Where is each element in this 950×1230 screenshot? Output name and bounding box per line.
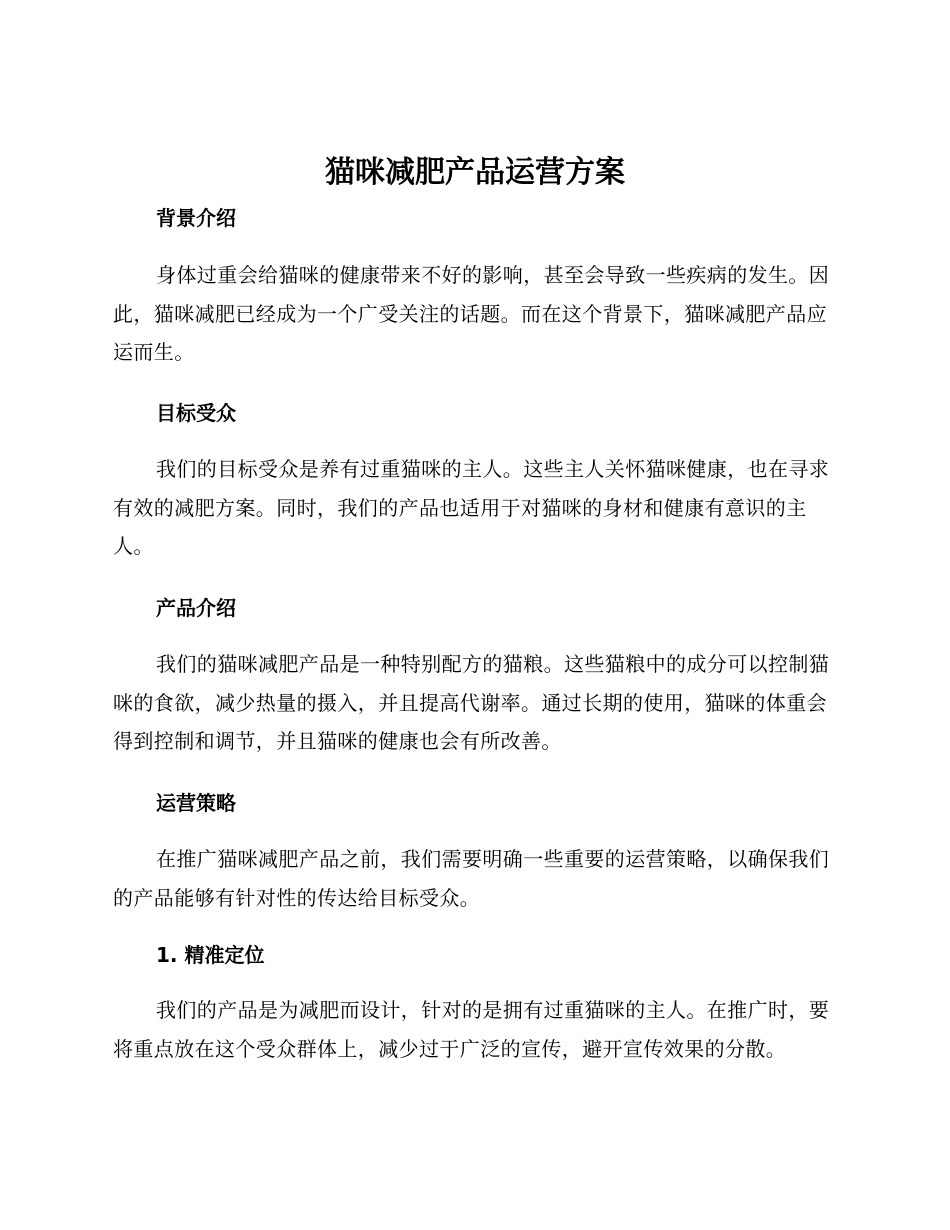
section-heading-positioning: 1. 精准定位 <box>156 943 265 967</box>
section-heading-background: 背景介绍 <box>156 206 236 230</box>
section-paragraph-audience: 我们的目标受众是养有过重猫咪的主人。这些主人关怀猫咪健康，也在寻求有效的减肥方案。同时，我们的产品也适用于对猫咪的身材和健康有意识的主人。 <box>113 457 830 558</box>
section-heading-product: 产品介绍 <box>156 596 236 620</box>
section-paragraph-background: 身体过重会给猫咪的健康带来不好的影响，甚至会导致一些疾病的发生。因此，猫咪减肥已经成为一个广受关注的话题。而在这个背景下，猫咪减肥产品应运而生。 <box>113 263 830 364</box>
section-heading-audience: 目标受众 <box>156 401 236 425</box>
section-paragraph-positioning: 我们的产品是为减肥而设计，针对的是拥有过重猫咪的主人。在推广时，要将重点放在这个受众群体上，减少过于广泛的宣传，避开宣传效果的分散。 <box>113 998 830 1061</box>
section-paragraph-strategy: 在推广猫咪减肥产品之前，我们需要明确一些重要的运营策略，以确保我们的产品能够有针对性的传达给目标受众。 <box>113 847 830 910</box>
section-heading-strategy: 运营策略 <box>156 791 236 815</box>
section-paragraph-product: 我们的猫咪减肥产品是一种特别配方的猫粮。这些猫粮中的成分可以控制猫咪的食欲，减少热量的摄入，并且提高代谢率。通过长期的使用，猫咪的体重会得到控制和调节，并且猫咪的健康也会有所改善。 <box>113 652 830 753</box>
document-title: 猫咪减肥产品运营方案 <box>325 155 625 190</box>
